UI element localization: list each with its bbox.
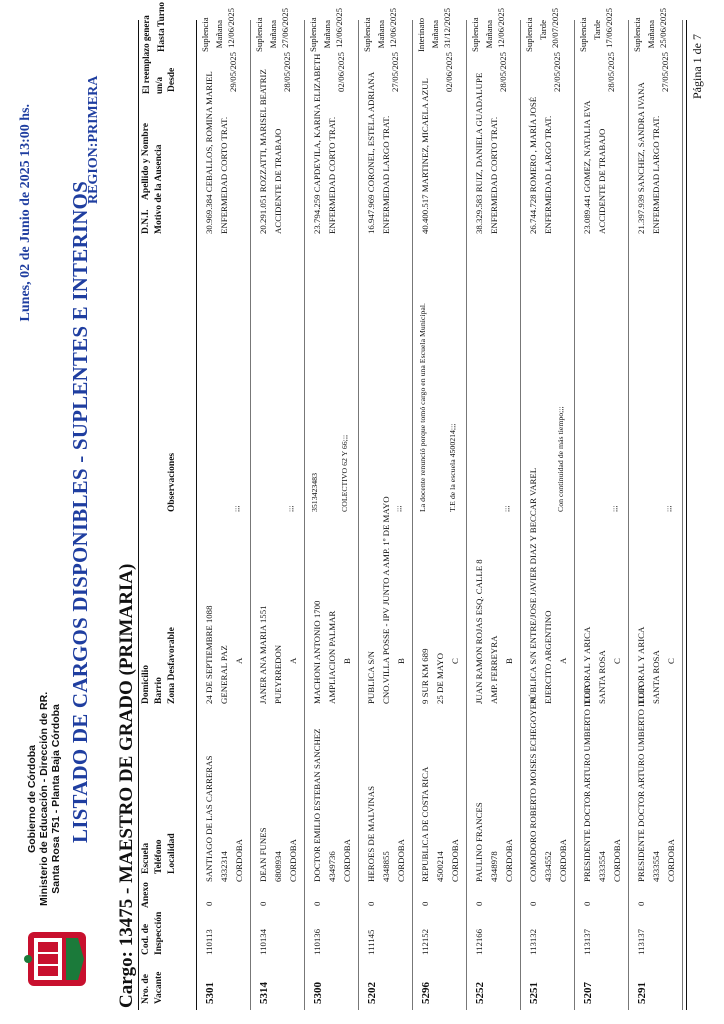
absence-cell <box>526 97 556 234</box>
shift: Tarde <box>592 20 602 40</box>
inspection-code: 110136 <box>312 928 322 955</box>
school-name: DOCTOR EMILIO ESTEBAN SANCHEZ <box>312 728 322 882</box>
school-locality: CORDOBA <box>396 838 406 882</box>
col-reemplazo: El reemplazo genera un/a <box>141 15 164 94</box>
observations-extra: ;;; <box>502 505 511 512</box>
absence-reason: ENFERMEDAD LARGO TRAT. <box>543 115 553 234</box>
address-cell <box>310 601 355 704</box>
date-from: 29/05/2025 <box>228 51 238 92</box>
dni-name: 40.400.517 MARTINEZ, MICAELA AZUL <box>420 78 430 234</box>
school-locality: CORDOBA <box>450 838 460 882</box>
observations-extra: COLECTIVO 62 Y 66;;; <box>340 434 349 512</box>
annex: 0 <box>258 901 268 906</box>
header-top-rule <box>138 20 139 1010</box>
absence-cell <box>364 72 394 234</box>
org-line-2: Ministerio de Educación - Dirección de RR. <box>38 691 50 906</box>
address-cell <box>202 606 247 704</box>
absence-cell <box>418 78 433 234</box>
dni-name: 20.291.051 ROZZATTI, MARISEL BEATRIZ <box>258 69 268 234</box>
neighborhood: 25 DE MAYO <box>435 653 445 704</box>
absence-reason: ENFERMEDAD LARGO TRAT. <box>651 115 661 234</box>
school-locality: CORDOBA <box>558 838 568 882</box>
address-cell <box>580 627 625 704</box>
address: PÚBLICA S/N ENTRE/JOSE JAVIER DIAZ Y BECCAR VAREL <box>528 467 538 704</box>
absence-cell <box>580 100 610 234</box>
observations-extra: T.E de la escuela 4500214;;; <box>448 423 457 512</box>
inspection-code: 110113 <box>204 929 214 955</box>
absence-reason: ENFERMEDAD LARGO TRAT. <box>381 115 391 234</box>
school-name: DEAN FUNES <box>258 827 268 882</box>
annex: 0 <box>420 901 430 906</box>
school-cell <box>634 684 679 882</box>
school-locality: CORDOBA <box>234 838 244 882</box>
row-divider <box>520 20 521 1010</box>
vacancy-number: 5301 <box>204 982 216 1004</box>
col-hasta: Hasta <box>157 28 167 52</box>
observations-extra: ;;; <box>232 505 241 512</box>
neighborhood: SANTA ROSA <box>651 650 661 704</box>
address: JANER ANA MARIA 1551 <box>258 605 268 704</box>
school-cell <box>526 698 571 882</box>
vacancy-number: 5296 <box>420 982 432 1004</box>
zone: B <box>396 658 406 664</box>
table-row <box>360 7 413 1010</box>
page-number: Página 1 de 7 <box>690 34 704 99</box>
date-from: 28/05/2025 <box>498 51 508 92</box>
school-phone: 4332314 <box>219 851 229 882</box>
replacement-type: Suplencia <box>470 17 480 52</box>
observations: 3513423483 <box>310 473 319 512</box>
table-row <box>306 7 359 1010</box>
annex: 0 <box>204 901 214 906</box>
school-name: HEROES DE MALVINAS <box>366 786 376 882</box>
table-row <box>576 7 629 1010</box>
school-name: PRESIDENTE DOCTOR ARTURO UMBERTO ILLIA <box>636 683 646 882</box>
school-phone: 4334552 <box>543 851 553 882</box>
address: PUBLICA S/N <box>366 650 376 704</box>
school-phone: 4348978 <box>489 851 499 882</box>
shift: Mañana <box>646 20 656 49</box>
inspection-code: 113137 <box>582 928 592 955</box>
school-phone: 4500214 <box>435 851 445 882</box>
zone: B <box>342 658 352 664</box>
neighborhood: GENERAL PAZ <box>219 645 229 704</box>
address-cell <box>634 627 679 704</box>
school-name: COMODORO ROBERTO MOISES ECHEGOYEN <box>528 697 538 882</box>
vacancy-number: 5251 <box>528 982 540 1004</box>
address: TOTORAL Y ARICA <box>582 626 592 704</box>
date-from: 28/05/2025 <box>606 51 616 92</box>
date-from: 22/05/2025 <box>552 51 562 92</box>
observations-extra: ;;; <box>286 505 295 512</box>
school-phone: 6808934 <box>273 851 283 882</box>
replacement-type: Interinato <box>416 17 426 52</box>
org-line-3: Santa Rosa 751 - Planta Baja Córdoba <box>50 704 62 894</box>
table-row <box>414 7 467 1010</box>
inspection-code: 110134 <box>258 928 268 955</box>
zone: A <box>288 657 298 664</box>
school-name: PAULINO FRANCES <box>474 802 484 882</box>
dni-name: 26.744.728 ROMERO , MARÍA JOSÉ <box>528 96 538 234</box>
inspection-code: 112166 <box>474 928 484 955</box>
page-title: LISTADO DE CARGOS DISPONIBLES - SUPLENTES E INTERINOS <box>68 181 92 843</box>
replacement-type: Suplencia <box>632 17 642 52</box>
address-cell <box>364 496 409 704</box>
address: MACHONI ANTONIO 1700 <box>312 600 322 704</box>
annex: 0 <box>474 901 484 906</box>
school-cell <box>418 767 463 882</box>
annex: 0 <box>582 901 592 906</box>
date-from: 02/06/2025 <box>336 51 346 92</box>
date-to: 20/07/2025 <box>550 7 560 48</box>
col-anexo: Anexo <box>141 882 151 908</box>
dni-name: 38.329.583 RUIZ, DANIELA GUADALUPE <box>474 72 484 234</box>
inspection-code: 113137 <box>636 928 646 955</box>
report-date: Lunes, 02 de Junio de 2025 13:00 hs. <box>18 104 33 322</box>
date-to: 12/06/2025 <box>388 7 398 48</box>
vacancy-number: 5291 <box>636 982 648 1004</box>
school-name: PRESIDENTE DOCTOR ARTURO UMBERTO ILLIA <box>582 683 592 882</box>
dni-name: 21.397.939 SANCHEZ, SANDRA IVANA <box>636 82 646 234</box>
school-cell <box>202 756 247 882</box>
table-row <box>468 7 521 1010</box>
school-cell <box>472 802 517 882</box>
school-cell <box>256 828 301 883</box>
col-domicilio: Domicilio Barrio Zona Desfavorable <box>141 627 177 704</box>
col-nro-vacante: Nro. de Vacante <box>141 971 164 1004</box>
shift: Mañana <box>376 20 386 49</box>
replacement-type: Suplencia <box>200 17 210 52</box>
date-from: 02/06/2025 <box>444 51 454 92</box>
school-locality: CORDOBA <box>342 838 352 882</box>
date-to: 17/06/2025 <box>604 7 614 48</box>
neighborhood: PUEYRREDON <box>273 644 283 704</box>
school-phone: 4349736 <box>327 851 337 882</box>
vacancy-number: 5202 <box>366 982 378 1004</box>
school-cell <box>364 786 409 882</box>
school-cell <box>310 728 355 882</box>
address: TOTORAL Y ARICA <box>636 626 646 704</box>
col-cod-inspeccion: Cod. de Inspección <box>141 911 164 955</box>
school-name: REPUBLICA DE COSTA RICA <box>420 766 430 882</box>
replacement-type: Suplencia <box>578 17 588 52</box>
absence-cell <box>472 73 502 234</box>
school-cell <box>580 684 625 882</box>
date-from: 27/05/2025 <box>660 51 670 92</box>
date-to: 12/06/2025 <box>226 7 236 48</box>
school-phone: 4333554 <box>597 851 607 882</box>
date-from: 27/05/2025 <box>390 51 400 92</box>
address-cell <box>418 649 463 704</box>
annex: 0 <box>636 901 646 906</box>
date-to: 12/06/2025 <box>496 7 506 48</box>
replacement-type: Suplencia <box>308 17 318 52</box>
absence-reason: ENFERMEDAD CORTO TRAT. <box>327 116 337 234</box>
neighborhood: SANTA ROSA <box>597 650 607 704</box>
inspection-code: 112152 <box>420 928 430 955</box>
zone: C <box>450 658 460 664</box>
date-from: 28/05/2025 <box>282 51 292 92</box>
shift: Mañana <box>214 20 224 49</box>
absence-reason: ACCIDENTE DE TRABAJO <box>597 128 607 234</box>
absence-reason: ACCIDENTE DE TRABAJO <box>273 128 283 234</box>
dni-name: 16.947.969 CORONEL, ESTELA ADRIANA <box>366 71 376 234</box>
school-phone: 4348855 <box>381 851 391 882</box>
table-row <box>522 7 575 1010</box>
dni-name: 23.794.259 CAPDEVILA, KARINA ELIZABETH <box>312 53 322 234</box>
shift: Tarde <box>538 20 548 40</box>
date-to: 25/06/2025 <box>658 7 668 48</box>
col-dni-apellido: D.N.I. Apellido y Nombre Motivo de la Ausencia <box>141 123 164 234</box>
zone: A <box>234 657 244 664</box>
footer-rule <box>686 20 687 1010</box>
absence-cell <box>202 71 232 234</box>
neighborhood: EJERCITO ARGENTINO <box>543 610 553 704</box>
table-row <box>630 7 683 1010</box>
observations-extra: ;;; <box>610 505 619 512</box>
org-line-1: Gobierno de Córdoba <box>26 744 38 853</box>
absence-cell <box>634 82 664 234</box>
header-bottom-rule <box>196 20 197 1010</box>
annex: 0 <box>312 901 322 906</box>
col-desde: Desde <box>167 67 177 92</box>
cargo-heading: Cargo: 13475 - MAESTRO DE GRADO (PRIMARIA) <box>116 563 137 1008</box>
zone: C <box>666 658 676 664</box>
row-divider <box>466 20 467 1010</box>
neighborhood: CNO.VILLA POSSE - IPV JUNTO A AMP. 1º DE MAYO <box>381 496 391 704</box>
dni-name: 23.089.441 GOMEZ, NATALIA EVA <box>582 100 592 234</box>
observations-extra: ;;; <box>394 505 403 512</box>
inspection-code: 113132 <box>528 928 538 955</box>
address-cell <box>472 559 517 704</box>
shift: Mañana <box>322 20 332 49</box>
col-turno: Turno <box>157 2 167 27</box>
shift: Mañana <box>268 20 278 49</box>
vacancy-number: 5252 <box>474 982 486 1004</box>
row-divider <box>412 20 413 1010</box>
zone: B <box>504 658 514 664</box>
row-divider <box>358 20 359 1010</box>
replacement-type: Suplencia <box>524 17 534 52</box>
table-row <box>198 7 251 1010</box>
annex: 0 <box>528 901 538 906</box>
table-row <box>252 7 305 1010</box>
school-locality: CORDOBA <box>666 838 676 882</box>
school-phone: 4333554 <box>651 851 661 882</box>
col-observaciones: Observaciones <box>167 452 177 512</box>
region-label: REGION:PRIMERA <box>86 75 101 204</box>
date-to: 12/06/2025 <box>334 7 344 48</box>
address: 24 DE SEPTIEMBRE 1088 <box>204 605 214 704</box>
school-locality: CORDOBA <box>288 838 298 882</box>
address: JUAN RAMON ROJAS ESQ. CALLE 8 <box>474 559 484 704</box>
observations: La docente renunció porque tomó cargo en una Escuela Municipal. <box>418 303 427 512</box>
zone: A <box>558 657 568 664</box>
shift: Mañana <box>484 20 494 49</box>
row-divider <box>682 20 683 1010</box>
neighborhood: AMPLIACION PALMAR <box>327 610 337 704</box>
col-escuela: Escuela Teléfono Localidad <box>141 833 177 874</box>
shift: Mañana <box>430 20 440 49</box>
organization-header <box>26 692 62 906</box>
address-cell <box>256 606 301 705</box>
replacement-type: Suplencia <box>362 17 372 52</box>
row-divider <box>628 20 629 1010</box>
observations-extra: ;;; <box>664 505 673 512</box>
vacancy-number: 5314 <box>258 982 270 1004</box>
school-locality: CORDOBA <box>504 838 514 882</box>
dni-name: 30.969.384 CEBALLOS, ROMINA MARIEL <box>204 71 214 234</box>
row-divider <box>250 20 251 1010</box>
vacancy-number: 5300 <box>312 982 324 1004</box>
school-locality: CORDOBA <box>612 838 622 882</box>
school-name: SANTIAGO DE LAS CARRERAS <box>204 755 214 882</box>
annex: 0 <box>366 901 376 906</box>
row-divider <box>304 20 305 1010</box>
vacancy-number: 5207 <box>582 982 594 1004</box>
row-divider <box>574 20 575 1010</box>
inspection-code: 111145 <box>366 929 376 955</box>
date-to: 27/06/2025 <box>280 7 290 48</box>
zone: C <box>612 658 622 664</box>
replacement-type: Suplencia <box>254 17 264 52</box>
address: 9 SUR KM 689 <box>420 648 430 704</box>
date-to: 31/12/2025 <box>442 7 452 48</box>
absence-cell <box>256 69 286 234</box>
observations-extra: Con continuidad de más tiempo;;; <box>556 406 565 512</box>
absence-reason: ENFERMEDAD CORTO TRAT. <box>489 116 499 234</box>
neighborhood: AMP. FERREYRA <box>489 635 499 704</box>
absence-reason: ENFERMEDAD CORTO TRAT. <box>219 116 229 234</box>
